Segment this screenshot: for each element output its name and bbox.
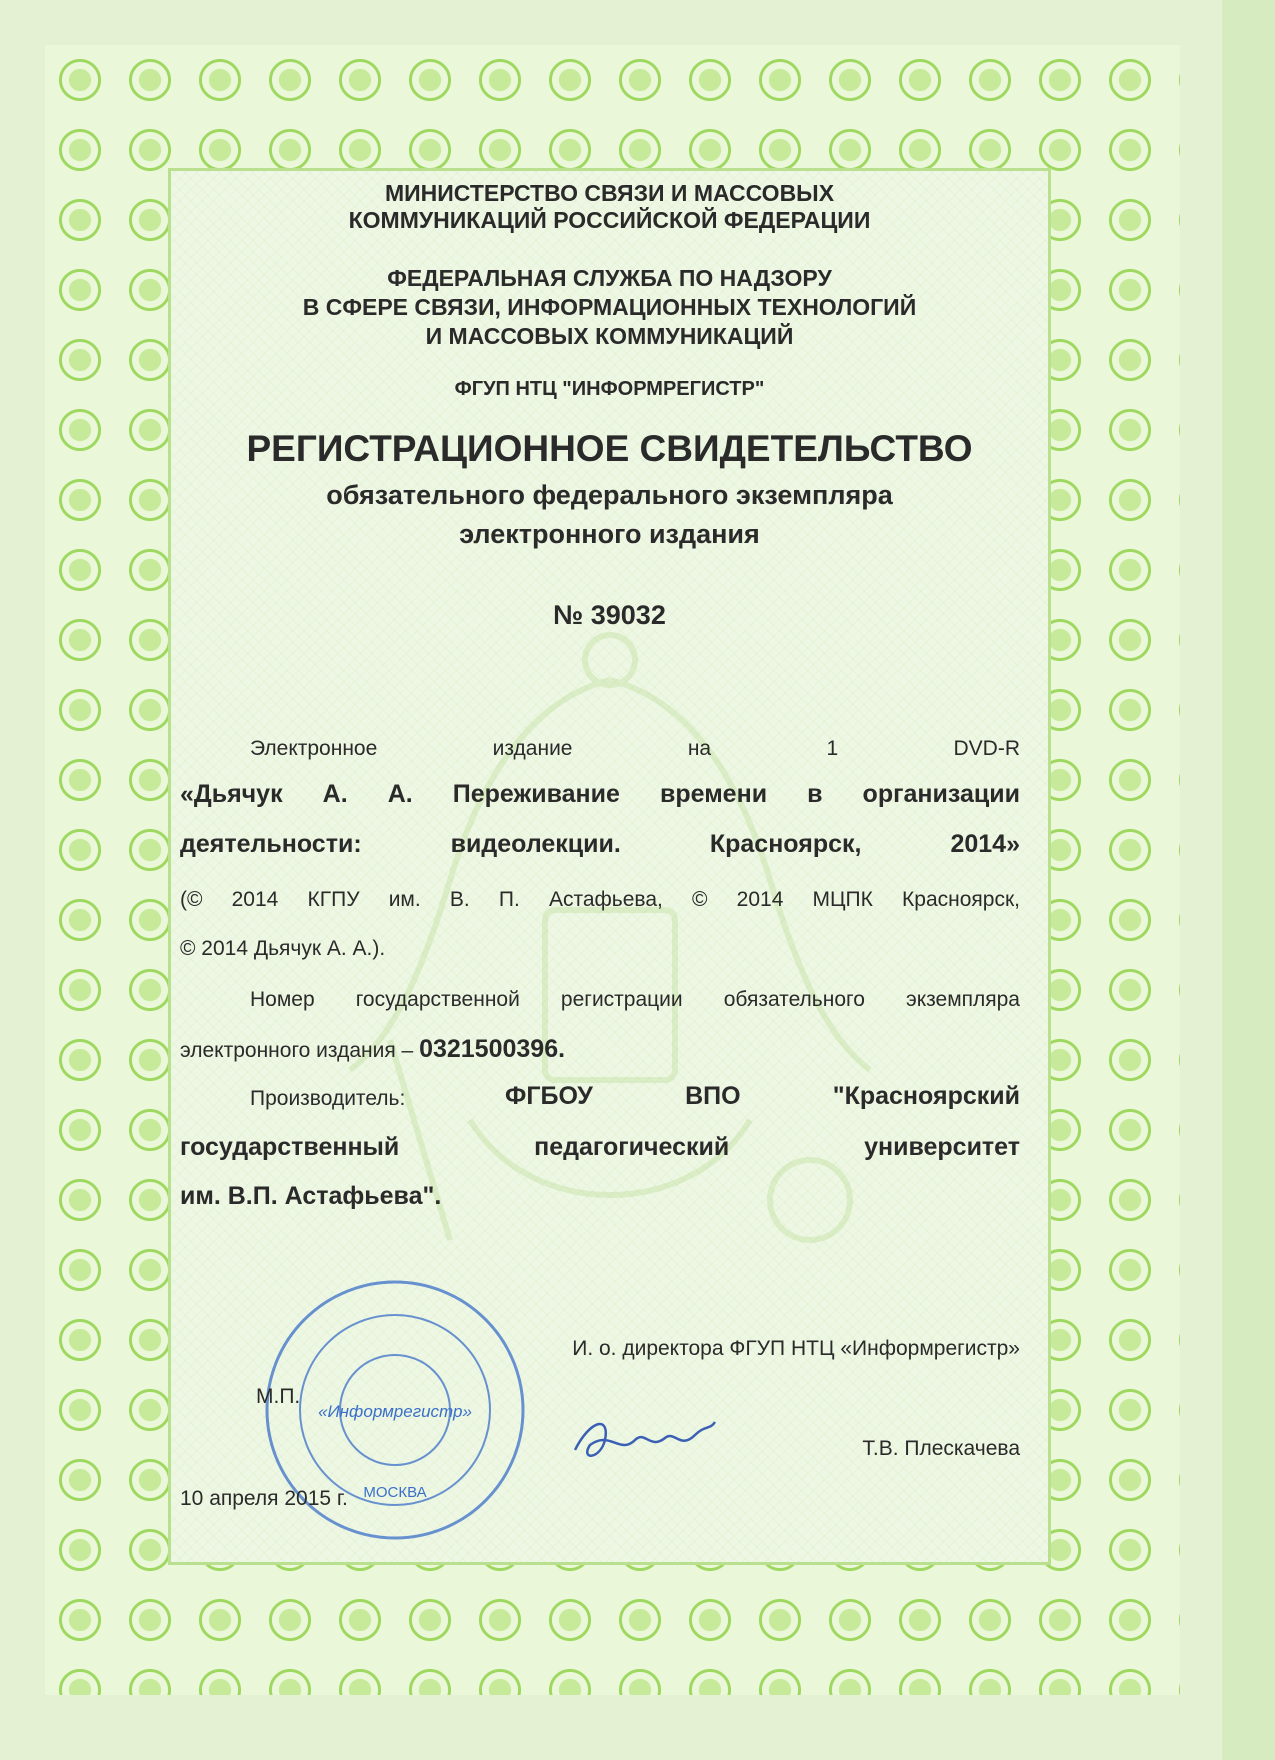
producer-line-3: им. В.П. Астафьева". xyxy=(180,1182,442,1210)
service-line-3: И МАССОВЫХ КОММУНИКАЦИЙ xyxy=(425,323,794,349)
stamp-city-text: МОСКВА xyxy=(363,1484,427,1501)
signatory-position: И. о. директора ФГУП НТЦ «Информрегистр» xyxy=(572,1337,1020,1360)
edition-title-line-1: «Дьячук А. А. Переживание времени в организации xyxy=(180,780,1020,808)
subtitle-line-2: электронного издания xyxy=(459,519,760,549)
registration-label: электронного издания – xyxy=(180,1039,414,1062)
double-headed-eagle-watermark-icon xyxy=(330,620,890,1320)
page-edge xyxy=(1222,0,1275,1760)
copyright-line-2: © 2014 Дьячук А. А.). xyxy=(180,937,386,960)
stamp-place-label: М.П. xyxy=(256,1385,301,1408)
issue-date: 10 апреля 2015 г. xyxy=(180,1487,348,1510)
registration-number: 0321500396. xyxy=(419,1035,566,1063)
ministry-line-1: МИНИСТЕРСТВО СВЯЗИ И МАССОВЫХ xyxy=(384,180,835,206)
ministry-line-2: КОММУНИКАЦИЙ РОССИЙСКОЙ ФЕДЕРАЦИИ xyxy=(348,207,871,233)
registration-line-1: Номер государственной регистрации обязательного экземпляра xyxy=(250,988,1020,1011)
word: DVD-R xyxy=(953,737,1020,760)
org-name: ФГУП НТЦ "ИНФОРМРЕГИСТР" xyxy=(454,378,765,400)
signatory-name: Т.В. Плескачева xyxy=(862,1437,1020,1460)
stamp-center-text: «Информрегистр» xyxy=(318,1402,472,1421)
producer-label: Производитель: xyxy=(250,1087,406,1110)
service-line-1: ФЕДЕРАЛЬНАЯ СЛУЖБА ПО НАДЗОРУ xyxy=(387,265,832,291)
registration-line-2 xyxy=(180,1035,1020,1064)
certificate-title: РЕГИСТРАЦИОННОЕ СВИДЕТЕЛЬСТВО xyxy=(246,428,973,469)
service-line-2: В СФЕРЕ СВЯЗИ, ИНФОРМАЦИОННЫХ ТЕХНОЛОГИЙ xyxy=(302,294,917,320)
certificate-number: № 39032 xyxy=(553,600,666,630)
word: издание xyxy=(492,737,573,760)
word: Электронное xyxy=(250,737,378,760)
producer-line-2: государственный педагогический университет xyxy=(180,1133,1020,1161)
copyright-line-1: (© 2014 КГПУ им. В. П. Астафьева, © 2014 МЦПК Красноярск, xyxy=(180,888,1020,911)
word: на xyxy=(687,737,712,760)
edition-line-1 xyxy=(250,737,1020,761)
signature-icon xyxy=(570,1410,720,1470)
producer-line-1: ФГБОУ ВПО "Красноярский xyxy=(505,1082,1020,1110)
word: 1 xyxy=(826,737,839,760)
edition-title-line-2: деятельности: видеолекции. Красноярск, 2014» xyxy=(180,830,1020,858)
subtitle-line-1: обязательного федерального экземпляра xyxy=(326,480,893,510)
